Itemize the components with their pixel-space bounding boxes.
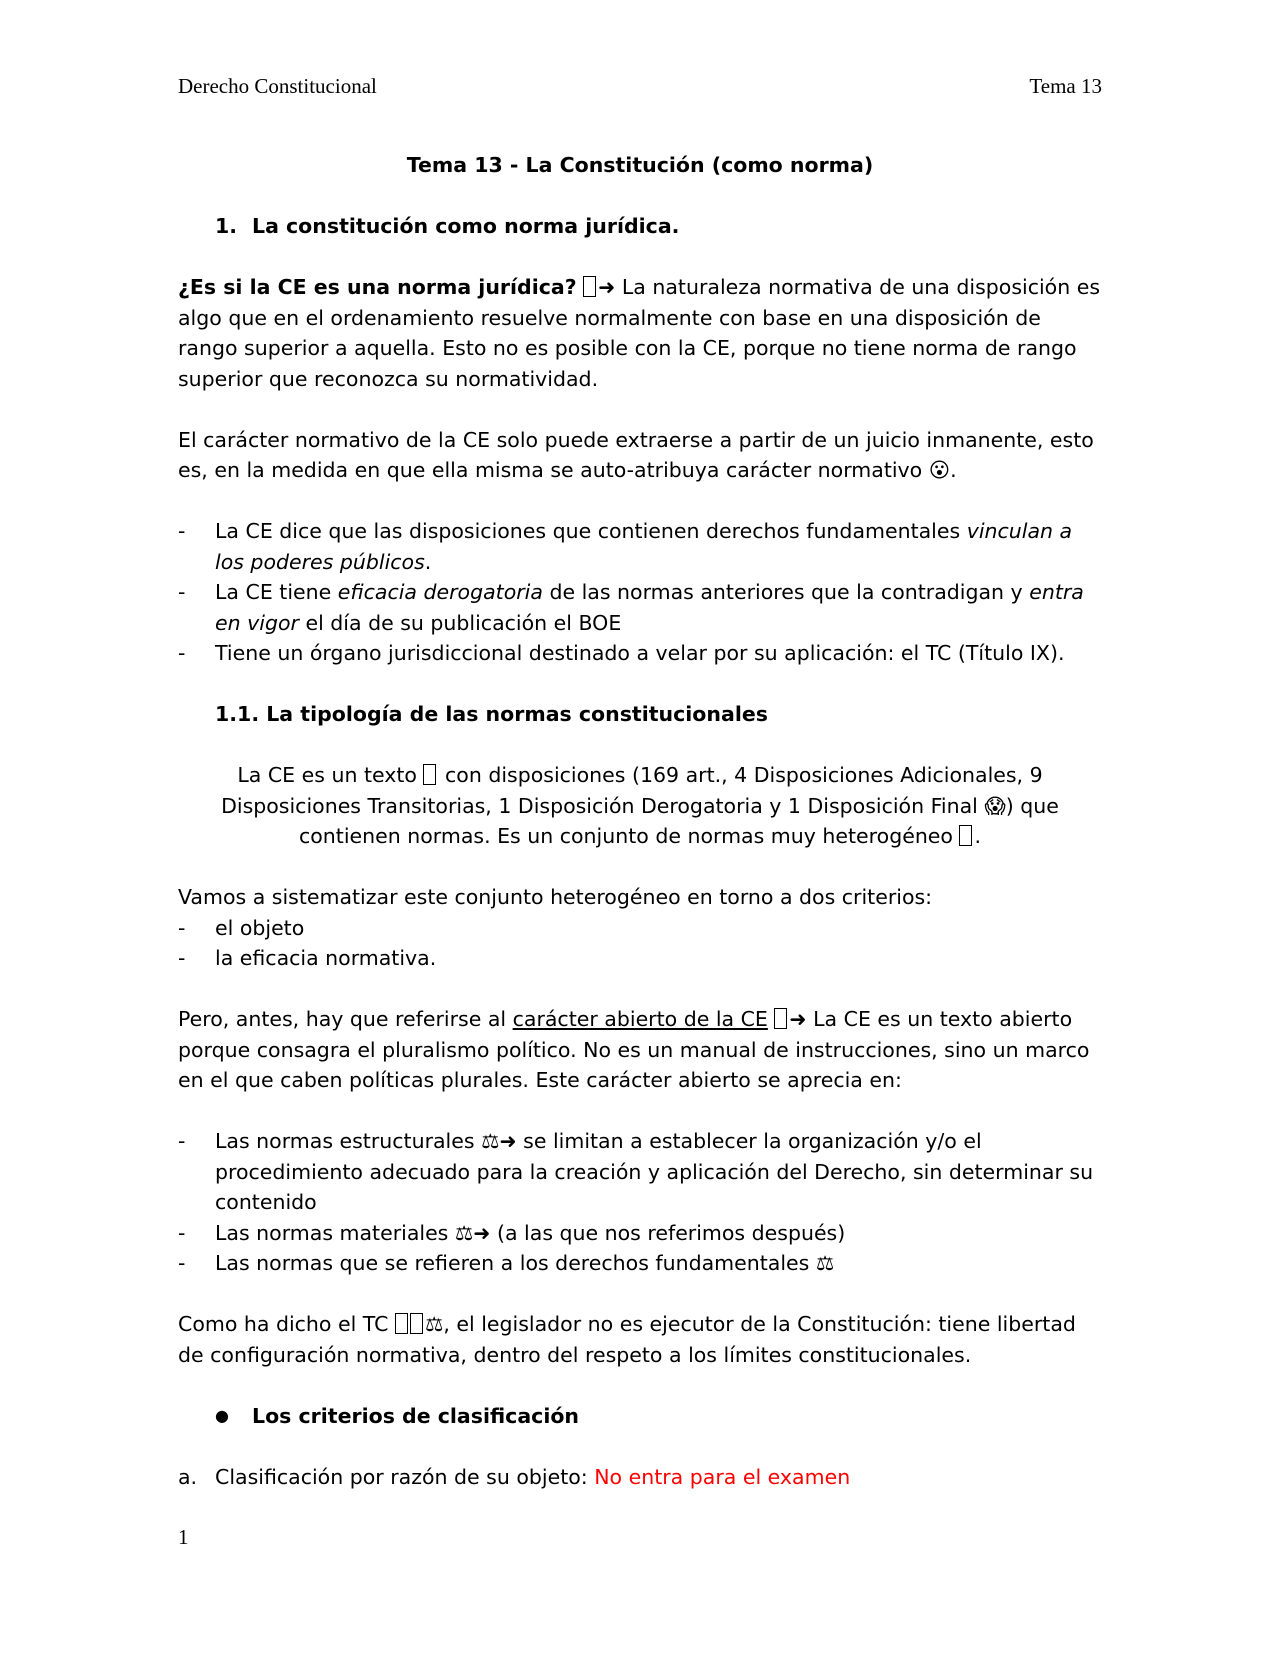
scales-icon: ⚖	[481, 1129, 500, 1153]
section-title: La constitución como norma jurídica.	[252, 214, 680, 238]
list-item	[178, 638, 1102, 669]
arrow-icon: ➜	[598, 275, 616, 299]
document-body	[178, 150, 1102, 1492]
dash-list-criteria	[178, 913, 1102, 974]
dash-list-norm-types	[178, 1126, 1102, 1279]
period: .	[950, 458, 957, 482]
arrow-icon: ➜	[789, 1007, 807, 1031]
section-number: 1.	[215, 214, 238, 238]
missing-glyph-icon	[395, 1313, 408, 1334]
underlined-term: carácter abierto de la CE	[512, 1007, 768, 1031]
bullet-text: Los criterios de clasificación	[252, 1403, 580, 1428]
missing-glyph-icon	[423, 764, 436, 785]
item-text: Las normas estructurales	[215, 1129, 482, 1153]
document-title: Tema 13 - La Constitución (como norma)	[406, 153, 874, 177]
item-text: se limitan a establecer la organización y/o el procedimiento adecuado para la creación y aplicación del Derecho, sin determinar su contenido	[215, 1129, 1094, 1214]
paragraph-normative-question	[178, 272, 1102, 394]
exam-note: No entra para el examen	[594, 1464, 851, 1489]
item-text: La CE tiene	[215, 580, 338, 604]
paragraph-text: La CE es un texto abierto porque consagra el pluralismo político. No es un manual de instrucciones, sino un marco en el que caben políticas plurales. Este carácter abierto se aprecia en:	[178, 1007, 1090, 1092]
header-left: Derecho Constitucional	[178, 74, 377, 98]
period: .	[974, 824, 982, 848]
dash-marker: -	[178, 1129, 186, 1153]
item-text: Las normas materiales	[215, 1220, 455, 1245]
paragraph-tc-quote	[178, 1309, 1102, 1370]
section-heading-1	[178, 211, 1102, 242]
list-item	[178, 516, 1102, 577]
item-italic: vinculan a los poderes públicos	[215, 519, 1073, 574]
paragraph-text: La naturaleza normativa de una disposición es algo que en el ordenamiento resuelve normalmente con base en una disposición de rango superior a aquella. Esto no es posible con la CE, porque no tiene norma de rango superior que reconozca su normatividad.	[178, 275, 1101, 391]
list-item	[178, 1126, 1102, 1218]
paragraph-ce-text-dispositions	[178, 760, 1102, 852]
arrow-icon: ➜	[473, 1220, 491, 1245]
arrow-icon: ➜	[499, 1129, 517, 1153]
dash-marker: -	[178, 915, 186, 940]
item-text: Las normas que se refieren a los derechos fundamentales	[215, 1251, 816, 1275]
paragraph-text: La CE es un texto	[237, 763, 424, 787]
paragraph-criteria-intro: Vamos a sistematizar este conjunto heterogéneo en torno a dos criterios:	[178, 885, 933, 909]
paragraph-text: El carácter normativo de la CE solo puede extraerse a partir de un juicio inmanente, esto es, en la medida en que ella misma se auto-atribuya carácter normativo	[178, 427, 1094, 482]
paragraph-normative-character	[178, 425, 1102, 486]
scales-icon: ⚖	[454, 1220, 474, 1245]
item-text: Tiene un órgano jurisdiccional destinado a velar por su aplicación: el TC (Título IX).	[215, 641, 1065, 665]
paragraph-text: con disposiciones (169 art., 4 Disposiciones Adicionales, 9 Disposiciones Transitorias, 1 Disposición Derogatoria y 1 Disposición Final	[221, 763, 1043, 818]
dash-marker: -	[178, 580, 186, 604]
list-item	[178, 1248, 1102, 1279]
item-text: el objeto	[215, 915, 305, 940]
list-item	[178, 577, 1102, 638]
alpha-text: Clasificación por razón de su objeto:	[215, 1464, 595, 1489]
paragraph-text: Pero, antes, hay que referirse al	[178, 1007, 513, 1031]
item-text: La CE dice que las disposiciones que contienen derechos fundamentales	[215, 519, 967, 543]
missing-glyph-icon	[774, 1008, 787, 1029]
paragraph-text: , el legislador no es ejecutor de la Constitución: tiene libertad de configuración normativa, dentro del respeto a los límites constitucionales.	[178, 1312, 1076, 1367]
item-text-end: .	[424, 549, 432, 574]
page-number: 1	[178, 1525, 189, 1549]
dash-marker: -	[178, 641, 186, 665]
surprised-face-icon: 😮	[928, 458, 951, 482]
scales-icon: ⚖	[815, 1251, 835, 1275]
dash-marker: -	[178, 1220, 186, 1245]
missing-glyph-icon	[410, 1313, 423, 1334]
item-text: la eficacia normativa.	[215, 946, 437, 970]
dash-marker: -	[178, 946, 186, 970]
dash-list-ce-features	[178, 516, 1102, 669]
missing-glyph-icon	[583, 276, 596, 297]
list-item	[178, 913, 1102, 944]
item-text: de las normas anteriores que la contradigan y	[542, 580, 1030, 604]
paragraph-text: Como ha dicho el TC	[178, 1312, 395, 1336]
item-italic: entra en vigor	[215, 580, 1084, 635]
bullet-heading-criteria	[178, 1401, 1102, 1432]
page-header	[178, 74, 1102, 99]
paragraph-text: ) que contienen normas. Es un conjunto de normas muy heterogéneo	[298, 793, 1059, 848]
header-right: Tema 13	[1029, 74, 1102, 98]
subsection-heading-1-1: 1.1. La tipología de las normas constitucionales	[215, 702, 768, 726]
dash-marker: -	[178, 519, 186, 543]
screaming-face-icon: 😱	[984, 793, 1006, 818]
item-italic: eficacia derogatoria	[337, 580, 543, 604]
item-text-end: el día de su publicación el BOE	[298, 610, 622, 635]
alpha-item-a	[178, 1462, 1102, 1493]
alpha-marker: a.	[178, 1464, 198, 1489]
missing-glyph-icon	[959, 825, 972, 846]
question-text: ¿Es si la CE es una norma jurídica?	[178, 275, 577, 299]
paragraph-open-character	[178, 1004, 1102, 1096]
dash-marker: -	[178, 1251, 186, 1275]
list-item	[178, 1218, 1102, 1249]
list-item	[178, 943, 1102, 974]
bullet-icon: ●	[215, 1405, 229, 1425]
item-text: (a las que nos referimos después)	[490, 1220, 846, 1245]
scales-icon: ⚖	[424, 1312, 444, 1336]
